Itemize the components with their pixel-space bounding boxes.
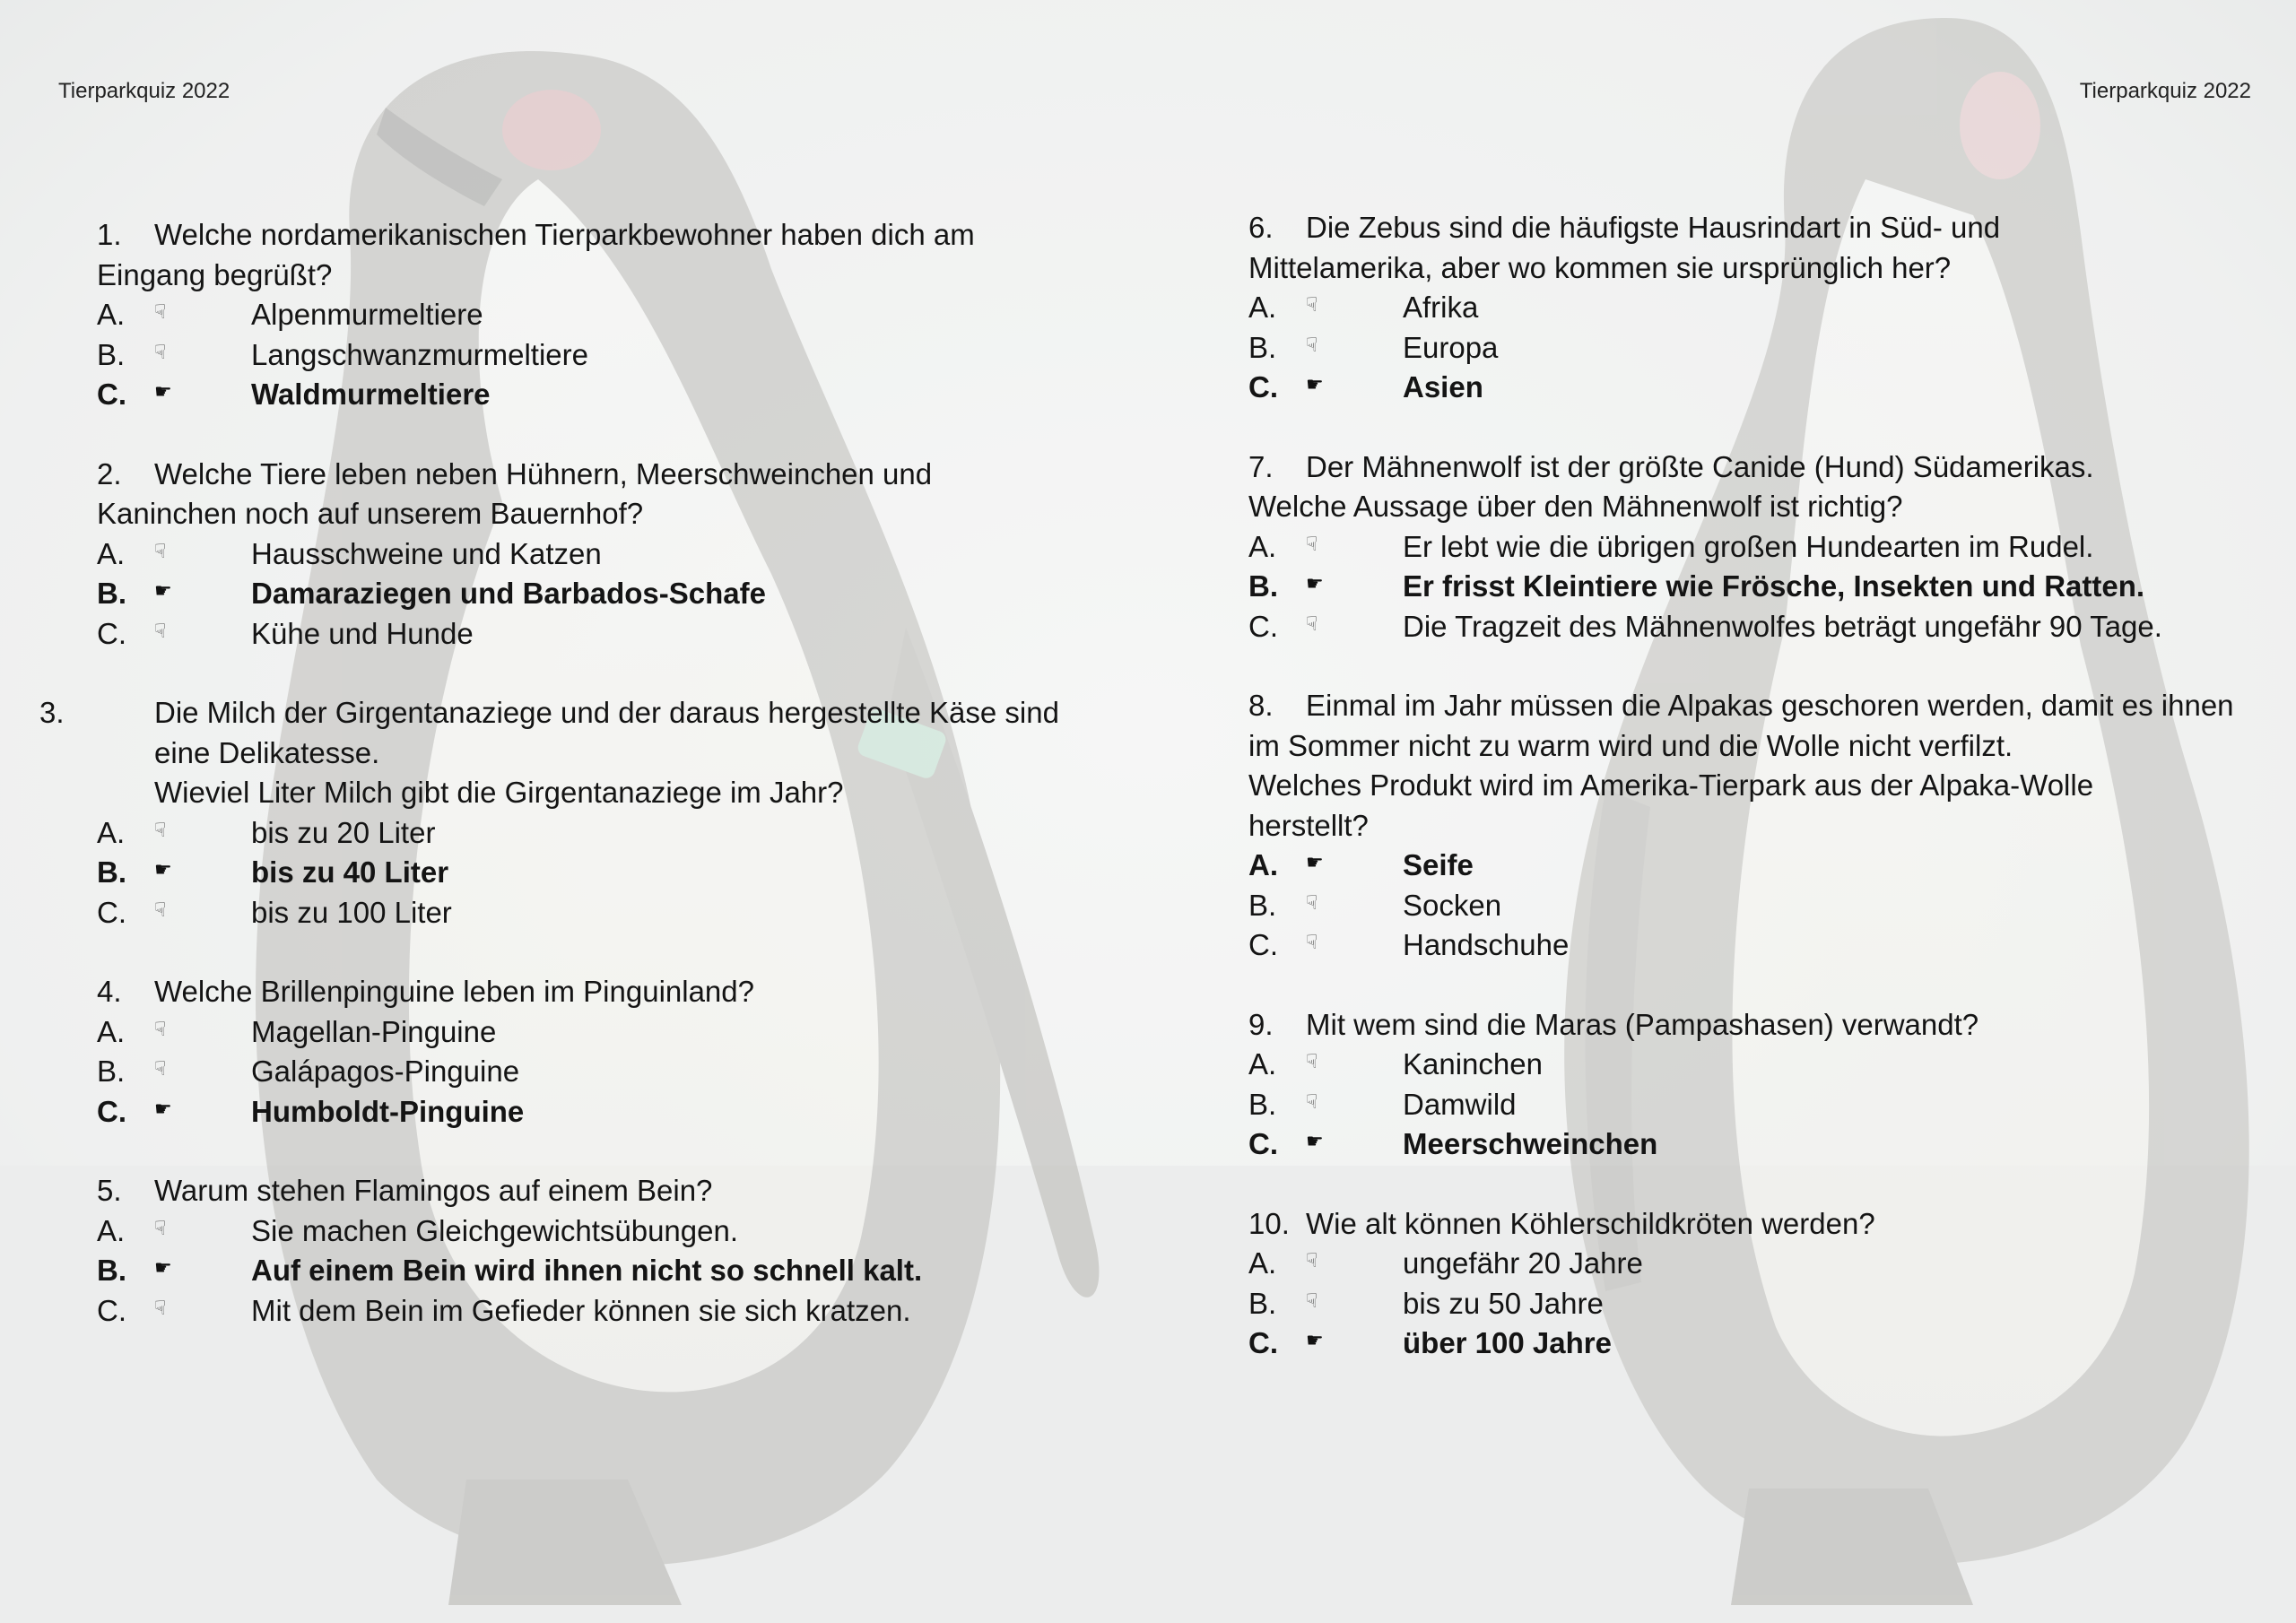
question-line: Mittelamerika, aber wo kommen sie ursprünglich her?	[1248, 250, 1952, 284]
answer-option	[97, 335, 1101, 376]
answer-letter: A.	[97, 536, 126, 570]
answer-option	[97, 375, 1101, 415]
thumbs-up-icon: ☛	[1306, 572, 1324, 595]
answer-option	[1248, 328, 2253, 369]
thumbs-down-icon: ☟	[1306, 1089, 1318, 1113]
question-text	[1248, 1005, 2253, 1046]
answer-text: Die Tragzeit des Mähnenwolfes beträgt ungefähr 90 Tage.	[1403, 609, 2162, 643]
question-line: Der Mähnenwolf ist der größte Canide (Hund) Südamerikas.	[1306, 449, 2094, 483]
question-line: Die Zebus sind die häufigste Hausrindart in Süd- und	[1306, 211, 2001, 244]
answer-option	[97, 813, 1101, 854]
question-line: im Sommer nicht zu warm wird und die Wolle nicht verfilzt.	[1248, 728, 2013, 762]
question-text-continued	[1248, 248, 2253, 289]
answer-letter: C.	[97, 1094, 126, 1128]
answer-text: Sie machen Gleichgewichtsübungen.	[251, 1213, 739, 1247]
answer-letter: B.	[97, 1055, 126, 1088]
answer-text: bis zu 50 Jahre	[1403, 1286, 1604, 1320]
thumbs-down-icon: ☟	[1306, 931, 1318, 953]
quiz-question	[1248, 686, 2253, 966]
thumbs-up-icon: ☛	[1306, 1130, 1324, 1152]
thumbs-down-icon: ☟	[1306, 293, 1318, 316]
answer-option	[1248, 607, 2253, 647]
answer-text: Socken	[1403, 888, 1502, 922]
answer-text: Magellan-Pinguine	[251, 1014, 497, 1048]
answer-text: Kaninchen	[1403, 1047, 1543, 1081]
answer-text: Seife	[1403, 848, 1474, 881]
thumbs-down-icon: ☟	[154, 1296, 167, 1319]
answer-letter: C.	[1248, 370, 1278, 404]
question-line: Wieviel Liter Milch gibt die Girgentanaziege im Jahr?	[154, 776, 844, 809]
question-text	[1248, 686, 2253, 726]
answer-letter: B.	[1248, 888, 1277, 922]
answer-text: bis zu 100 Liter	[251, 895, 452, 929]
answer-option	[1248, 1324, 2253, 1364]
answer-option	[97, 893, 1101, 933]
question-number: 7.	[1248, 449, 1274, 483]
answer-letter: A.	[1248, 848, 1278, 881]
thumbs-up-icon: ☛	[154, 380, 172, 403]
quiz-question	[97, 1171, 1101, 1331]
answer-letter: C.	[97, 895, 126, 929]
answer-option	[97, 1012, 1101, 1053]
answer-letter: B.	[97, 1254, 126, 1287]
answer-option	[1248, 1244, 2253, 1284]
answer-option	[1248, 886, 2253, 926]
answer-text: Auf einem Bein wird ihnen nicht so schnell kalt.	[251, 1254, 923, 1287]
answer-option	[97, 1291, 1101, 1332]
question-line: Einmal im Jahr müssen die Alpakas geschoren werden, damit es ihnen	[1306, 689, 2234, 722]
answer-letter: B.	[1248, 1286, 1277, 1320]
quiz-question	[97, 972, 1101, 1132]
answer-letter: A.	[97, 815, 126, 849]
answer-text: bis zu 20 Liter	[251, 815, 436, 849]
question-number: 3.	[39, 696, 65, 729]
thumbs-up-icon: ☛	[154, 1097, 172, 1120]
question-text	[39, 693, 1101, 733]
question-line: eine Delikatesse.	[154, 735, 380, 769]
answer-option	[97, 1092, 1101, 1133]
question-text-continued	[97, 256, 1101, 296]
question-line: Wie alt können Köhlerschildkröten werden?	[1306, 1206, 1875, 1240]
question-number: 10.	[1248, 1206, 1290, 1240]
answer-option	[1248, 567, 2253, 607]
answer-letter: B.	[97, 337, 126, 371]
thumbs-down-icon: ☟	[1306, 1289, 1318, 1312]
answer-letter: C.	[1248, 609, 1278, 643]
question-line: Welches Produkt wird im Amerika-Tierpark aus der Alpaka-Wolle	[1248, 768, 2094, 802]
thumbs-down-icon: ☟	[154, 1017, 167, 1040]
answer-letter: A.	[97, 298, 126, 331]
answer-letter: A.	[97, 1014, 126, 1048]
thumbs-up-icon: ☛	[154, 1256, 172, 1279]
question-text-continued	[97, 773, 1101, 813]
thumbs-up-icon: ☛	[154, 579, 172, 602]
answer-text: Mit dem Bein im Gefieder können sie sich kratzen.	[251, 1293, 911, 1327]
question-line: Welche Aussage über den Mähnenwolf ist richtig?	[1248, 490, 1903, 523]
quiz-question	[97, 455, 1101, 655]
thumbs-down-icon: ☟	[154, 1057, 167, 1080]
thumbs-down-icon: ☟	[1306, 890, 1318, 914]
running-head-right: Tierparkquiz 2022	[2079, 79, 2251, 103]
quiz-question	[1248, 1005, 2253, 1165]
question-text-continued	[1248, 487, 2253, 527]
running-head-left: Tierparkquiz 2022	[58, 79, 230, 103]
question-text-continued	[1248, 726, 2253, 767]
answer-option	[1248, 846, 2253, 886]
answer-option	[97, 1251, 1101, 1291]
thumbs-down-icon: ☟	[1306, 1249, 1318, 1271]
answer-text: Damaraziegen und Barbados-Schafe	[251, 577, 766, 610]
thumbs-down-icon: ☟	[154, 898, 167, 921]
question-line: herstellt?	[1248, 808, 1369, 842]
question-line: Warum stehen Flamingos auf einem Bein?	[154, 1174, 713, 1207]
answer-text: Galápagos-Pinguine	[251, 1055, 520, 1088]
answer-letter: B.	[1248, 1087, 1277, 1121]
answer-text: Handschuhe	[1403, 928, 1570, 961]
answer-text: Waldmurmeltiere	[251, 378, 491, 411]
question-list-left	[39, 215, 1101, 1370]
answer-letter: A.	[1248, 529, 1277, 563]
thumbs-down-icon: ☟	[154, 619, 167, 642]
answer-letter: C.	[1248, 928, 1278, 961]
answer-option	[1248, 1284, 2253, 1324]
thumbs-down-icon: ☟	[154, 300, 167, 323]
answer-letter: A.	[1248, 1246, 1277, 1280]
thumbs-down-icon: ☟	[154, 539, 167, 562]
thumbs-up-icon: ☛	[1306, 373, 1324, 395]
right-page	[1148, 0, 2296, 1623]
question-line: Welche nordamerikanischen Tierparkbewohner haben dich am	[154, 218, 975, 251]
question-text-continued	[1248, 766, 2253, 806]
answer-text: Meerschweinchen	[1403, 1127, 1658, 1160]
answer-text: Asien	[1403, 370, 1483, 404]
quiz-question	[1248, 447, 2253, 647]
question-line: Kaninchen noch auf unserem Bauernhof?	[97, 497, 644, 530]
question-number: 4.	[97, 975, 122, 1008]
question-text	[97, 972, 1101, 1012]
question-text	[97, 455, 1101, 495]
answer-text: Humboldt-Pinguine	[251, 1094, 525, 1128]
answer-option	[97, 1052, 1101, 1092]
answer-option	[1248, 527, 2253, 568]
answer-text: Hausschweine und Katzen	[251, 536, 602, 570]
question-text-continued	[97, 733, 1101, 774]
thumbs-down-icon: ☟	[154, 1216, 167, 1239]
thumbs-up-icon: ☛	[154, 858, 172, 881]
question-text	[1248, 1204, 2253, 1245]
answer-option	[1248, 368, 2253, 408]
question-line: Eingang begrüßt?	[97, 257, 333, 291]
answer-option	[97, 1211, 1101, 1252]
answer-letter: B.	[97, 855, 126, 889]
answer-option	[97, 295, 1101, 335]
question-text-continued	[97, 494, 1101, 534]
answer-letter: A.	[1248, 291, 1277, 324]
answer-option	[97, 614, 1101, 655]
question-number: 1.	[97, 218, 122, 251]
quiz-question	[97, 215, 1101, 415]
thumbs-down-icon: ☟	[1306, 1050, 1318, 1072]
answer-letter: B.	[1248, 569, 1278, 603]
answer-text: bis zu 40 Liter	[251, 855, 449, 889]
answer-option	[97, 853, 1101, 893]
answer-option	[1248, 1045, 2253, 1085]
thumbs-up-icon: ☛	[1306, 1329, 1324, 1351]
thumbs-down-icon: ☟	[154, 340, 167, 363]
quiz-question	[1248, 208, 2253, 408]
question-number: 5.	[97, 1174, 122, 1207]
answer-option	[97, 574, 1101, 614]
question-list-right	[1248, 208, 2253, 1403]
question-number: 2.	[97, 456, 122, 490]
answer-letter: C.	[97, 378, 126, 411]
question-text	[97, 215, 1101, 256]
question-line: Welche Brillenpinguine leben im Pinguinland?	[154, 975, 754, 1008]
question-number: 6.	[1248, 211, 1274, 244]
question-line: Die Milch der Girgentanaziege und der daraus hergestellte Käse sind	[154, 696, 1059, 729]
answer-option	[1248, 1124, 2253, 1165]
answer-letter: B.	[97, 577, 126, 610]
answer-letter: C.	[1248, 1127, 1278, 1160]
thumbs-up-icon: ☛	[1306, 851, 1324, 873]
answer-option	[1248, 1085, 2253, 1125]
quiz-question	[39, 693, 1101, 933]
answer-option	[97, 534, 1101, 575]
question-text-continued	[1248, 806, 2253, 846]
answer-text: Afrika	[1403, 291, 1479, 324]
answer-text: ungefähr 20 Jahre	[1403, 1246, 1643, 1280]
question-text	[1248, 447, 2253, 488]
answer-text: Langschwanzmurmeltiere	[251, 337, 589, 371]
quiz-question	[1248, 1204, 2253, 1364]
question-line: Mit wem sind die Maras (Pampashasen) verwandt?	[1306, 1007, 1979, 1041]
answer-text: über 100 Jahre	[1403, 1326, 1612, 1359]
question-line: Welche Tiere leben neben Hühnern, Meerschweinchen und	[154, 456, 933, 490]
answer-letter: A.	[97, 1213, 126, 1247]
thumbs-down-icon: ☟	[1306, 532, 1318, 555]
answer-letter: B.	[1248, 330, 1277, 364]
answer-text: Er frisst Kleintiere wie Frösche, Insekten und Ratten.	[1403, 569, 2145, 603]
thumbs-down-icon: ☟	[1306, 612, 1318, 635]
answer-text: Er lebt wie die übrigen großen Hundearten im Rudel.	[1403, 529, 2094, 563]
answer-text: Alpenmurmeltiere	[251, 298, 483, 331]
answer-text: Kühe und Hunde	[251, 616, 474, 650]
thumbs-down-icon: ☟	[154, 818, 167, 841]
question-number: 9.	[1248, 1007, 1274, 1041]
answer-text: Europa	[1403, 330, 1499, 364]
question-text	[97, 1171, 1101, 1211]
answer-letter: C.	[97, 616, 126, 650]
answer-letter: C.	[97, 1293, 126, 1327]
answer-letter: A.	[1248, 1047, 1277, 1081]
answer-letter: C.	[1248, 1326, 1278, 1359]
answer-option	[1248, 925, 2253, 966]
question-text	[1248, 208, 2253, 248]
thumbs-down-icon: ☟	[1306, 333, 1318, 356]
answer-option	[1248, 288, 2253, 328]
answer-text: Damwild	[1403, 1087, 1517, 1121]
question-number: 8.	[1248, 689, 1274, 722]
